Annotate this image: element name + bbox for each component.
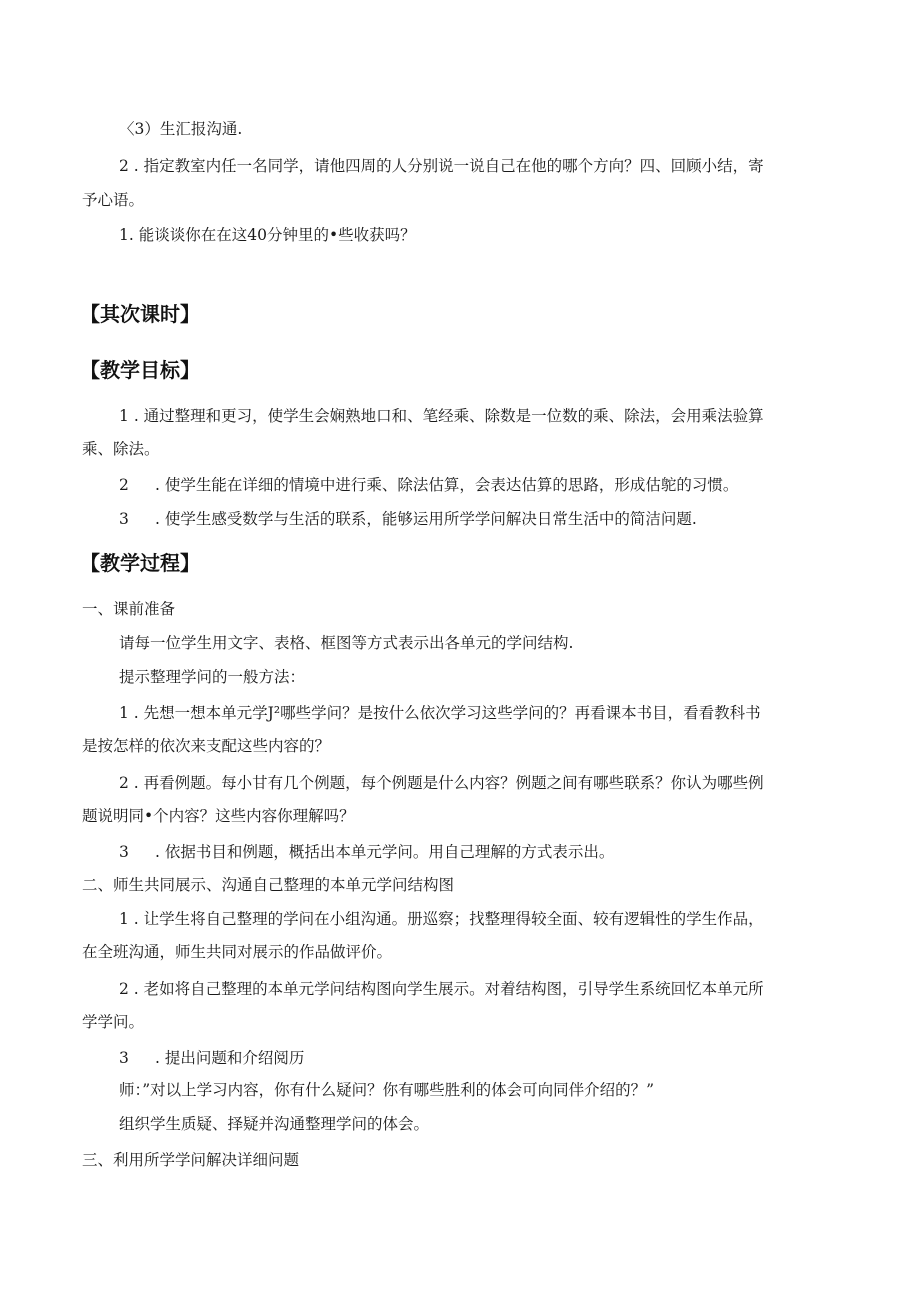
process-item-3 bbox=[119, 841, 614, 863]
section-heading-lesson2: 【其次课时】 bbox=[80, 302, 200, 326]
text-line: 2 . 再看例题。每小甘有几个例题，每个例题是什么内容？例题之间有哪些联系？你认为哪些例 bbox=[119, 774, 764, 792]
text-line: 予心语。 bbox=[82, 191, 145, 209]
item-number: 3 bbox=[119, 843, 129, 861]
subsection-title: 一、课前准备 bbox=[82, 600, 176, 618]
item-text: . 使学生感受数学与生活的联系，能够运用所学学问解决日常生活中的简洁问题. bbox=[155, 510, 697, 528]
item-text: . 使学生能在详细的情境中进行乘、除法估算，会表达估算的思路，形成估鸵的习惯。 bbox=[155, 476, 739, 494]
text-line: 学学问。 bbox=[82, 1013, 145, 1031]
text-line: 1. 能谈谈你在在这40分钟里的•些收获吗？ bbox=[119, 226, 416, 244]
text-line: 题说明同•个内容？这些内容你理解吗？ bbox=[82, 807, 355, 825]
text-line: 在全班沟通，师生共同对展示的作品做评价。 bbox=[82, 943, 393, 961]
item-text: . 依据书目和例题，概括出本单元学问。用自己理解的方式表示出。 bbox=[155, 843, 615, 861]
goal-item-3 bbox=[119, 508, 697, 530]
text-line: 提示整理学问的一般方法： bbox=[119, 668, 306, 686]
section-heading-process: 【教学过程】 bbox=[80, 551, 200, 575]
text-line: 〈3）生汇报沟通. bbox=[119, 120, 243, 138]
item-number: 3 bbox=[119, 510, 129, 528]
item-text: . 提出问题和介绍阅历 bbox=[155, 1049, 305, 1067]
goal-item-2 bbox=[119, 474, 738, 496]
text-line: 乘、除法。 bbox=[82, 440, 160, 458]
item-number: 1 bbox=[119, 407, 129, 425]
text-line: 2 . 指定教室内任一名同学，请他四周的人分别说一说自己在他的哪个方向？四、回顾小结，寄 bbox=[119, 157, 764, 175]
section-heading-goals: 【教学目标】 bbox=[80, 358, 200, 382]
goal-item-1 bbox=[119, 405, 764, 427]
text-line: 组织学生质疑、择疑并沟通整理学问的体会。 bbox=[119, 1115, 430, 1133]
text-line: 2 . 老如将自己整理的本单元学问结构图向学生展示。对着结构图，引导学生系统回忆本单元所 bbox=[119, 980, 764, 998]
text-line: 请每一位学生用文字、表格、框图等方式表示出各单元的学问结构. bbox=[119, 634, 574, 652]
subsection-title: 二、师生共同展示、沟通自己整理的本单元学问结构图 bbox=[82, 876, 455, 894]
item-number: 2 bbox=[119, 476, 129, 494]
process-item-2-3 bbox=[119, 1047, 304, 1069]
item-text: . 通过整理和更习，使学生会娴熟地口和、笔经乘、除数是一位数的乘、除法，会用乘法验算 bbox=[133, 407, 764, 425]
text-line: 1 . 先想一想本单元学J²哪些学问？是按什么依次学习这些学问的？再看课本书目，看看教科书 bbox=[119, 704, 761, 722]
text-line: 是按怎样的依次来支配这些内容的？ bbox=[82, 737, 331, 755]
text-line: 师：”对以上学习内容，你有什么疑问？你有哪些胜利的体会可向同伴介绍的？” bbox=[119, 1081, 655, 1099]
text-line: 1 . 让学生将自己整理的学问在小组沟通。册巡察；找整理得较全面、较有逻辑性的学生作品， bbox=[119, 910, 764, 928]
item-number: 3 bbox=[119, 1049, 129, 1067]
subsection-title: 三、利用所学学问解决详细问题 bbox=[82, 1151, 300, 1169]
